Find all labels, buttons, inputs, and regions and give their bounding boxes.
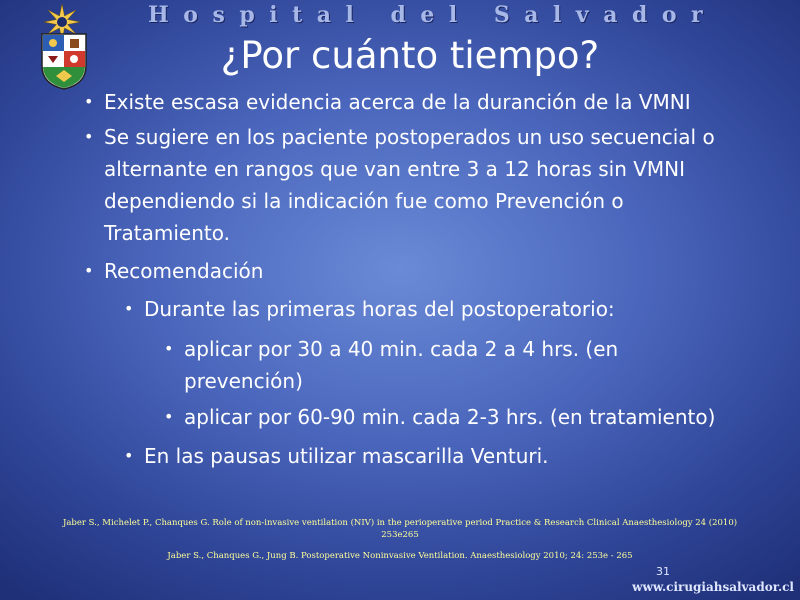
reference-1-line2: 253e265 [381,530,419,540]
hospital-name-header: Hospital del Salvador [148,2,718,28]
bullet-dot: • [164,339,174,358]
reference-1-line1: Jaber S., Michelet P., Chanques G. Role of non-invasive ventilation (NIV) in the perioperative period Practice & Research Clinical Anaesthesiology 24 (2010) [62,518,738,528]
website-link[interactable]: www.cirugiahsalvador.cl [632,580,794,594]
bullet-line: Se sugiere en los paciente postoperados un uso secuencial o [104,125,715,149]
bullet-dot: • [84,127,94,146]
reference-2 [20,550,780,562]
bullet-line: prevención) [184,369,303,393]
bullet-dot: • [164,407,174,426]
bullet-line: aplicar por 60-90 min. cada 2-3 hrs. (en tratamiento) [184,405,716,429]
bullet-line: Durante las primeras horas del postoperatorio: [144,297,615,321]
bullet-line: dependiendo si la indicación fue como Prevención o [104,189,624,213]
bullet-line: Existe escasa evidencia acerca de la duranción de la VMNI [104,90,691,114]
bullet-line: alternante en rangos que van entre 3 a 12 horas sin VMNI [104,157,686,181]
reference-1 [20,517,780,541]
bullet-dot: • [84,92,94,111]
slide-title: ¿Por cuánto tiempo? [220,34,600,77]
subbullet-first-hours [124,293,615,325]
subsubbullet-treatment [164,401,716,433]
bullet-line: aplicar por 30 a 40 min. cada 2 a 4 hrs. (en [184,337,619,361]
bullet-evidence [84,86,691,118]
bullet-line: Recomendación [104,259,264,283]
bullet-dot: • [124,299,134,318]
subbullet-venturi [124,440,549,472]
reference-2-text: Jaber S., Chanques G., Jung B. Postoperative Noninvasive Ventilation. Anaesthesiology 2010; 24: 253e - 265 [167,551,633,561]
bullet-dot: • [84,261,94,280]
subsubbullet-prevention [164,333,619,397]
bullet-dot: • [124,446,134,465]
bullet-suggestion [84,121,715,249]
bullet-recommendation [84,255,264,287]
university-shield-icon [40,32,88,90]
bullet-line: Tratamiento. [104,221,230,245]
bullet-line: En las pausas utilizar mascarilla Venturi. [144,444,549,468]
page-number: 31 [656,565,670,578]
